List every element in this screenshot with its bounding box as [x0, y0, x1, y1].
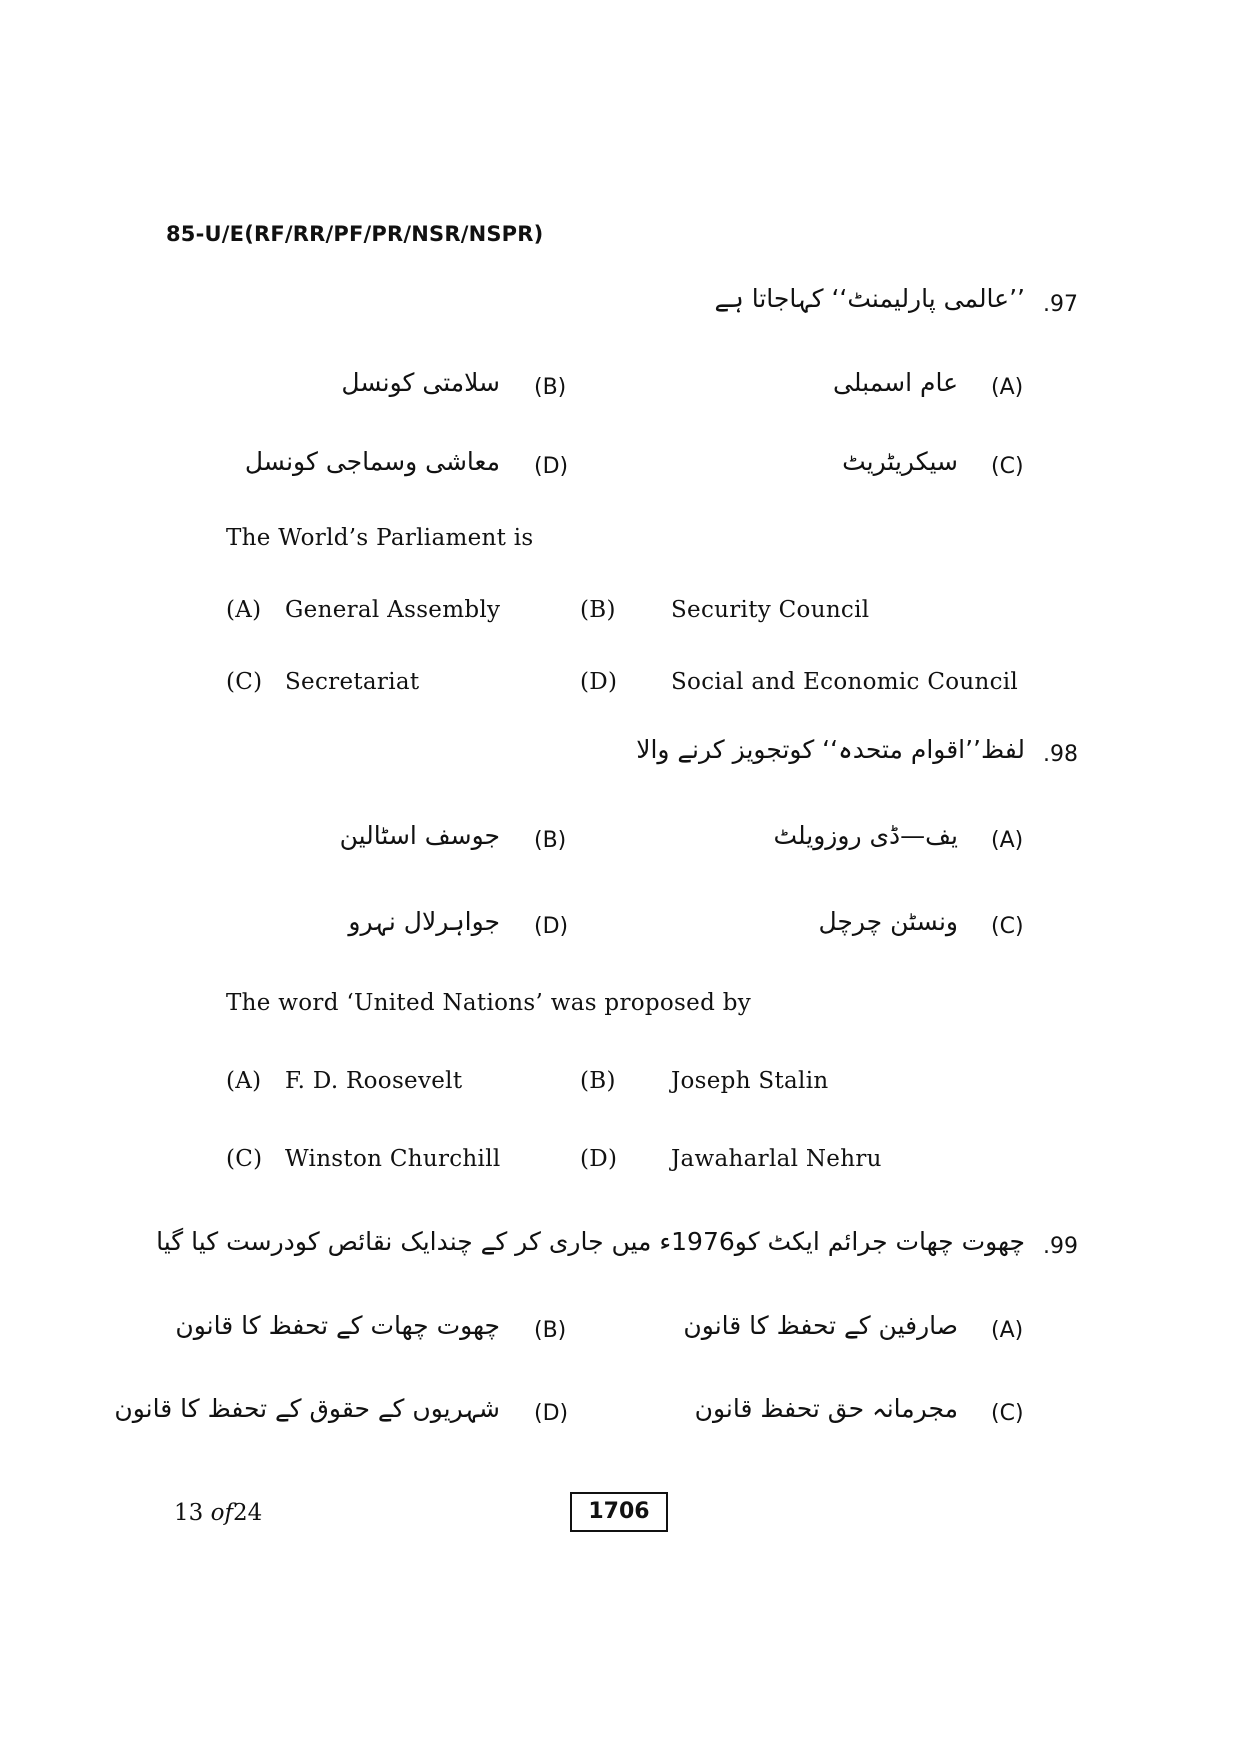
option-label-c: (C): [991, 454, 1024, 479]
option-label-c: (C): [991, 914, 1024, 939]
english-question-text: The word ‘United Nations’ was proposed by: [226, 990, 752, 1016]
option-label-b: (B): [534, 375, 567, 400]
english-option-d: Jawaharlal Nehru: [671, 1146, 882, 1172]
option-label-a: (A): [991, 1318, 1024, 1343]
urdu-option-d: شہریوں کے حقوق کے تحفظ کا قانون: [114, 1394, 500, 1423]
option-label-d: (D): [534, 914, 569, 939]
urdu-option-c: ونسٹن چرچل: [818, 907, 958, 936]
option-label-c: (C): [226, 669, 263, 695]
page-total: 24: [232, 1500, 263, 1526]
question-number: .99: [1043, 1234, 1078, 1259]
english-option-a: F. D. Roosevelt: [285, 1068, 463, 1094]
english-option-b: Joseph Stalin: [671, 1068, 829, 1094]
option-label-b: (B): [580, 597, 616, 623]
page-number: [174, 1500, 262, 1526]
question-number: .97: [1043, 292, 1078, 317]
urdu-option-a: یف—ڈی روزویلٹ: [773, 821, 958, 850]
urdu-question-text: ’’عالمی پارلیمنٹ‘‘ کہاجاتا ہے: [714, 284, 1025, 313]
page-current: 13: [174, 1500, 204, 1526]
page-of-word: of: [210, 1500, 233, 1526]
english-option-b: Security Council: [671, 597, 870, 623]
urdu-question-text: چھوت چھات جرائم ایکٹ کو1976ء میں جاری کر کے چندایک نقائص کودرست کیا گیا: [156, 1227, 1025, 1256]
urdu-option-b: سلامتی کونسل: [341, 368, 500, 397]
booklet-code-box: 1706: [570, 1492, 668, 1532]
option-label-c: (C): [991, 1401, 1024, 1426]
english-option-c: Secretariat: [285, 669, 420, 695]
urdu-question-text: لفظ’’اقوام متحدہ‘‘ کوتجویز کرنے والا: [636, 735, 1025, 764]
question-number: .98: [1043, 742, 1078, 767]
urdu-option-a: صارفین کے تحفظ کا قانون: [683, 1311, 958, 1340]
option-label-b: (B): [534, 1318, 567, 1343]
english-question-text: The World’s Parliament is: [226, 525, 534, 551]
urdu-option-d: معاشی وسماجی کونسل: [244, 447, 500, 476]
option-label-d: (D): [580, 669, 618, 695]
option-label-d: (D): [534, 1401, 569, 1426]
option-label-a: (A): [991, 375, 1024, 400]
english-option-c: Winston Churchill: [285, 1146, 501, 1172]
option-label-a: (A): [991, 828, 1024, 853]
option-label-d: (D): [580, 1146, 618, 1172]
urdu-option-b: جوسف اسٹالین: [339, 821, 500, 850]
option-label-a: (A): [226, 597, 262, 623]
option-label-c: (C): [226, 1146, 263, 1172]
booklet-header-code: 85-U/E(RF/RR/PF/PR/NSR/NSPR): [166, 222, 544, 246]
option-label-b: (B): [580, 1068, 616, 1094]
option-label-d: (D): [534, 454, 569, 479]
urdu-option-b: چھوت چھات کے تحفظ کا قانون: [175, 1311, 500, 1340]
urdu-option-c: مجرمانہ حق تحفظ قانون: [694, 1394, 958, 1423]
urdu-option-d: جواہرلال نہرو: [348, 907, 500, 936]
english-option-d: Social and Economic Council: [671, 669, 1019, 695]
option-label-a: (A): [226, 1068, 262, 1094]
english-option-a: General Assembly: [285, 597, 501, 623]
option-label-b: (B): [534, 828, 567, 853]
urdu-option-c: سیکریٹریٹ: [842, 447, 958, 476]
urdu-option-a: عام اسمبلی: [833, 368, 958, 397]
